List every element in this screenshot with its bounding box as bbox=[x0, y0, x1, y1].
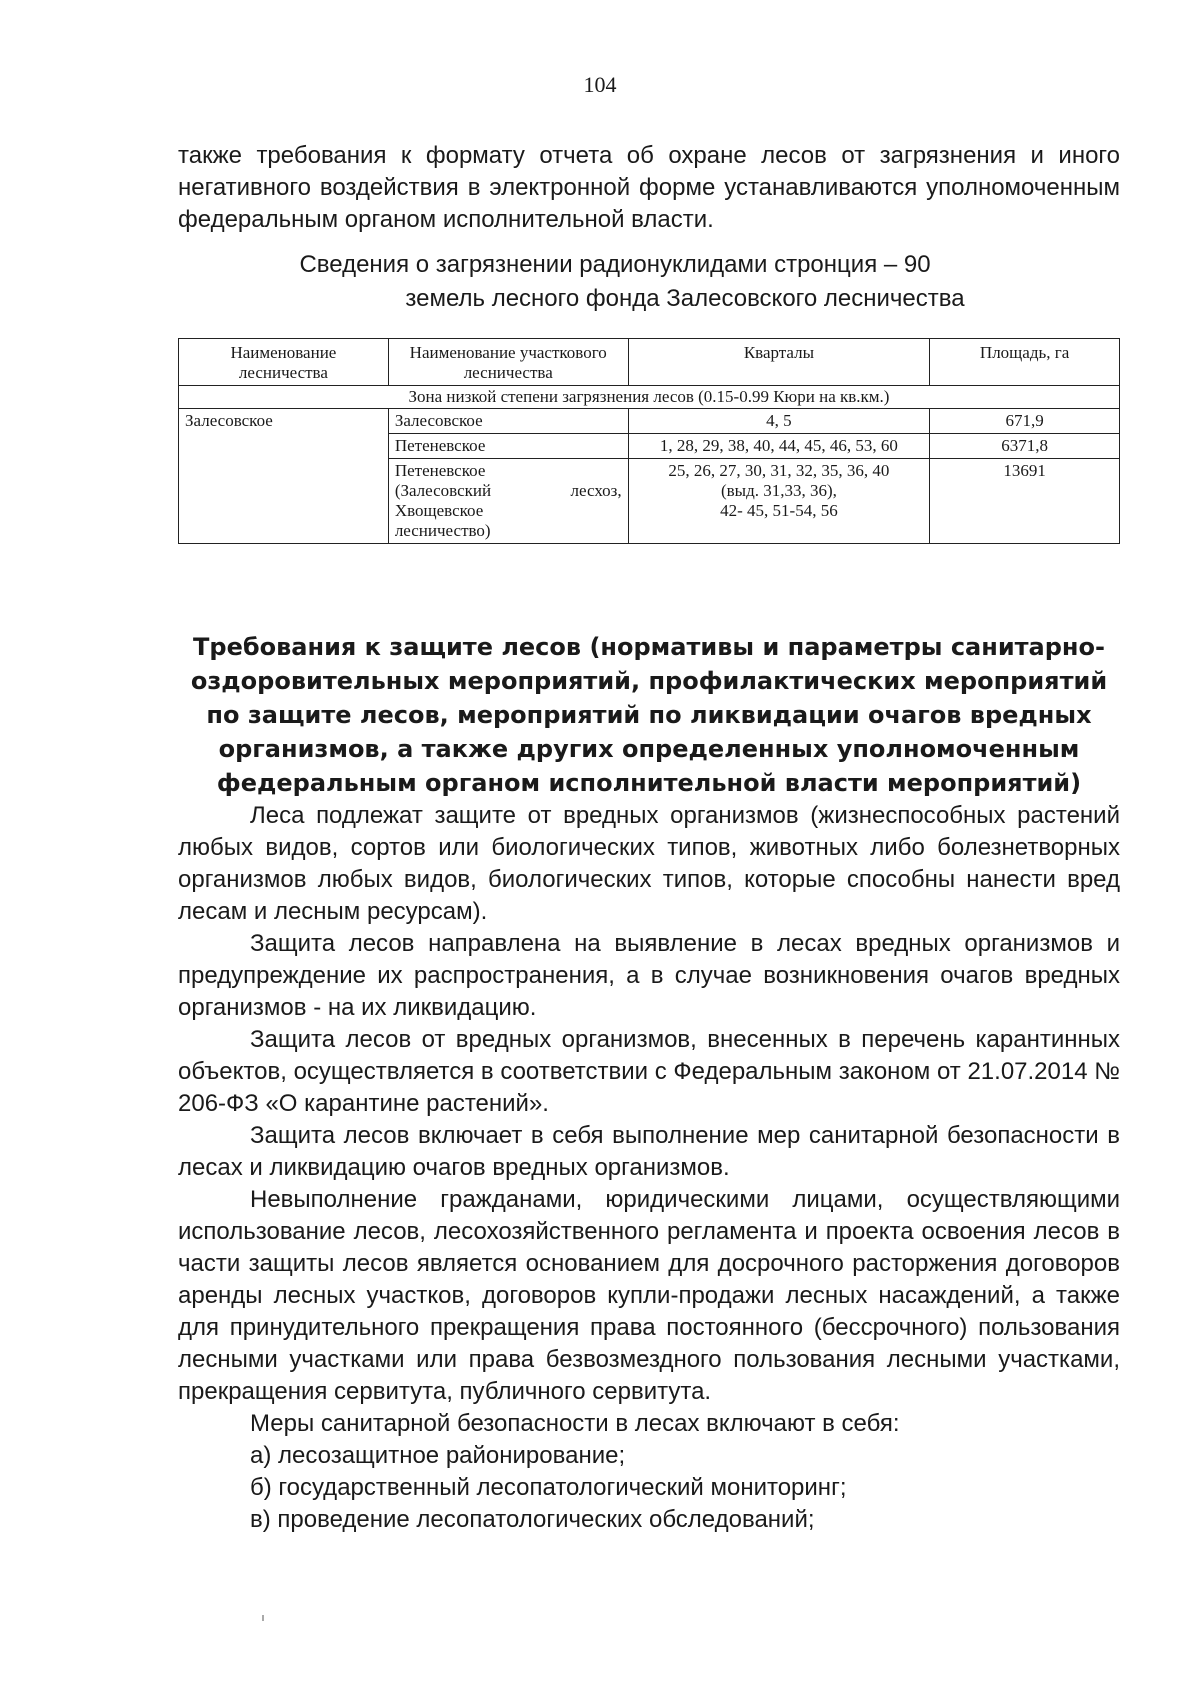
sub-forestry-cell: Петеневское bbox=[388, 434, 628, 459]
forestry-name: Залесовское bbox=[179, 409, 389, 544]
table-header-row bbox=[179, 339, 1120, 386]
sub-line-part: лесхоз, bbox=[570, 481, 622, 500]
pollution-table bbox=[178, 338, 1120, 544]
page-number: 104 bbox=[583, 72, 617, 97]
sub-line: Хвощевское bbox=[394, 501, 484, 520]
sub-line: Петеневское bbox=[394, 461, 486, 480]
list-item: в) проведение лесопатологических обследований; bbox=[250, 1506, 815, 1533]
paragraph: Леса подлежат защите от вредных организмов (жизнеспособных растений любых видов, сортов или биологических типов, животных либо болезнетворных организмов любых видов, биологических типов, которые способны нанести вред лесам и лесным ресурсам). bbox=[178, 802, 1120, 925]
intro-paragraph: также требования к формату отчета об охране лесов от загрязнения и иного негативного воздействия в электронной форме устанавливаются уполномоченным федеральным органом исполнительной власти. bbox=[178, 142, 1120, 233]
area-cell: 13691 bbox=[930, 459, 1120, 544]
paragraph: Защита лесов включает в себя выполнение мер санитарной безопасности в лесах и ликвидацию очагов вредных организмов. bbox=[178, 1122, 1120, 1181]
zone-row bbox=[179, 386, 1120, 409]
quarters-line: 42- 45, 51-54, 56 bbox=[720, 501, 838, 520]
header-sub-forestry: Наименование участкового лесничества bbox=[388, 339, 628, 386]
zone-label: Зона низкой степени загрязнения лесов (0.15-0.99 Кюри на кв.км.) bbox=[179, 386, 1120, 409]
paragraph: Невыполнение гражданами, юридическими лицами, осуществляющими использование лесов, лесохозяйственного регламента и проекта освоения лесов в части защиты лесов является основанием для досрочного расторжения договоров аренды лесных участков, договоров купли-продажи лесных насаждений, а также для принудительного прекращения права постоянного (бессрочного) пользования лесными участками или права безвозмездного пользования лесными участками, прекращения сервитута, публичного сервитута. bbox=[178, 1186, 1120, 1405]
sub-forestry-cell bbox=[388, 459, 628, 544]
header-area: Площадь, га bbox=[930, 339, 1120, 386]
section-heading: Требования к защите лесов (нормативы и параметры санитарно-оздоровительных мероприятий, профилактических мероприятий по защите лесов, мероприятий по ликвидации очагов вредных организмов, а также других определенных уполномоченным федеральным органом исполнительной власти мероприятий) bbox=[190, 632, 1108, 797]
sub-line: лесничество) bbox=[394, 521, 491, 540]
paragraph: Защита лесов от вредных организмов, внесенных в перечень карантинных объектов, осуществляется в соответствии с Федеральным законом от 21.07.2014 № 206-ФЗ «О карантине растений». bbox=[178, 1026, 1120, 1117]
quarters-line: 25, 26, 27, 30, 31, 32, 35, 36, 40 bbox=[668, 461, 890, 480]
list-item: б) государственный лесопатологический мониторинг; bbox=[250, 1474, 847, 1501]
quarters-line: (выд. 31,33, 36), bbox=[720, 481, 837, 500]
sub-line-part: (Залесовский bbox=[394, 481, 492, 500]
header-quarters: Кварталы bbox=[628, 339, 930, 386]
quarters-cell: 4, 5 bbox=[628, 409, 930, 434]
list-item: а) лесозащитное районирование; bbox=[250, 1442, 626, 1469]
table-row bbox=[179, 409, 1120, 434]
body-text bbox=[178, 800, 1120, 1536]
caption-line-2: земель лесного фонда Залесовского лесничества bbox=[405, 285, 965, 312]
area-cell: 671,9 bbox=[930, 409, 1120, 434]
paragraph: Защита лесов направлена на выявление в лесах вредных организмов и предупреждение их распространения, а в случае возникновения очагов вредных организмов - на их ликвидацию. bbox=[178, 930, 1120, 1021]
area-cell: 6371,8 bbox=[930, 434, 1120, 459]
quarters-cell: 1, 28, 29, 38, 40, 44, 45, 46, 53, 60 bbox=[628, 434, 930, 459]
sub-forestry-cell: Залесовское bbox=[388, 409, 628, 434]
quarters-cell bbox=[628, 459, 930, 544]
header-forestry: Наименование лесничества bbox=[179, 339, 389, 386]
sub-line bbox=[395, 481, 622, 501]
scan-mark bbox=[262, 1615, 264, 1621]
table-caption bbox=[200, 248, 1100, 316]
caption-line-1: Сведения о загрязнении радионуклидами стронция – 90 bbox=[299, 251, 931, 278]
paragraph: Меры санитарной безопасности в лесах включают в себя: bbox=[250, 1410, 900, 1437]
